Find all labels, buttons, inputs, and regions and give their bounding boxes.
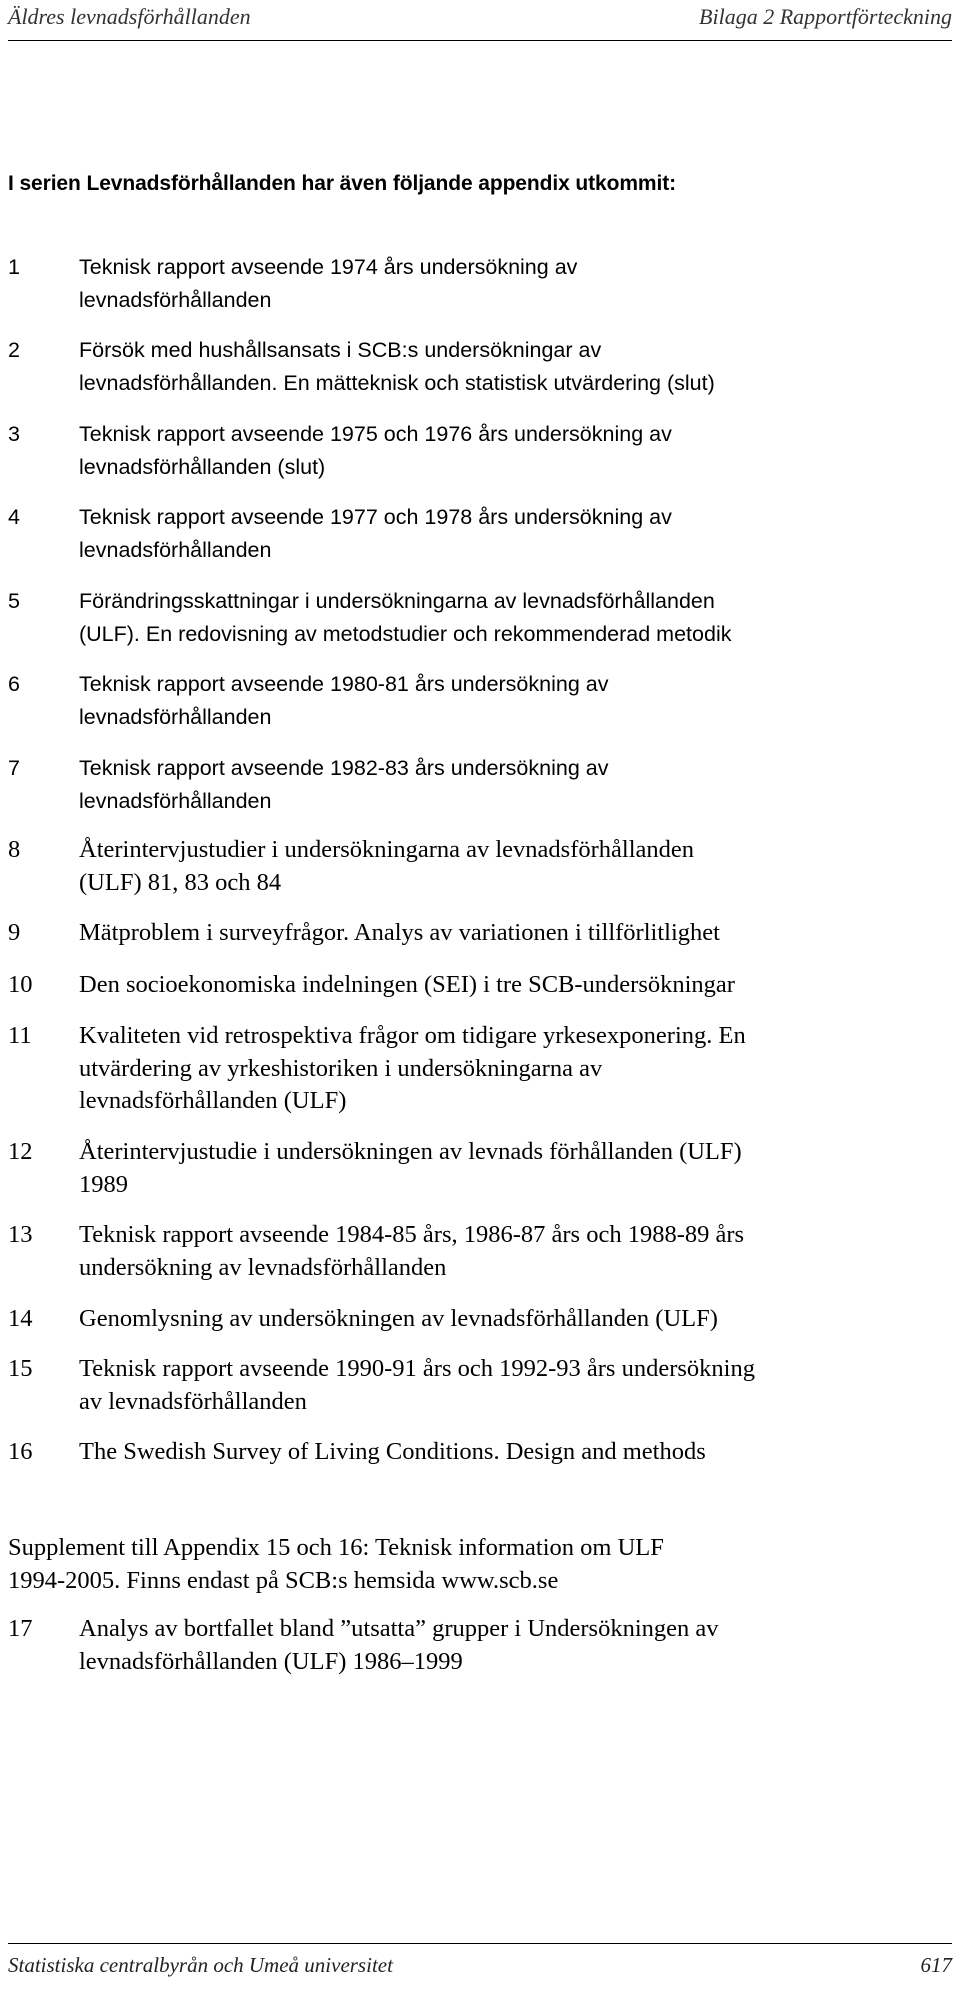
item-number: 11	[8, 1022, 32, 1049]
item-line: Försök med hushållsansats i SCB:s undersökningar av	[79, 338, 602, 362]
item-text	[79, 251, 952, 316]
header-section: Bilaga 2 Rapportförteckning	[699, 4, 952, 29]
list-intro-heading: I serien Levnadsförhållanden har även följande appendix utkommit:	[8, 172, 676, 195]
item-text	[79, 752, 952, 817]
item-text	[79, 1436, 952, 1469]
supplement-note	[8, 1532, 948, 1597]
item-line: Förändringsskattningar i undersökningarna av levnadsförhållanden	[79, 589, 715, 613]
item-line: levnadsförhållanden	[79, 788, 272, 813]
item-line: Återintervjustudier i undersökningarna av levnadsförhållanden	[79, 836, 695, 863]
item-number: 14	[8, 1305, 33, 1332]
item-line: levnadsförhållanden (ULF) 1986–1999	[79, 1647, 463, 1675]
item-text	[79, 418, 952, 483]
item-line: Den socioekonomiska indelningen (SEI) i tre SCB-undersökningar	[79, 971, 735, 998]
item-number: 10	[8, 971, 33, 998]
item-number: 6	[8, 672, 20, 696]
item-text	[79, 1613, 952, 1678]
item-line: (ULF) 81, 83 och 84	[79, 868, 282, 896]
item-number: 1	[8, 255, 20, 279]
item-number: 15	[8, 1355, 33, 1382]
item-text	[79, 1219, 952, 1284]
item-number: 12	[8, 1138, 33, 1165]
item-number: 8	[8, 836, 21, 863]
page-number: 617	[920, 1953, 952, 1977]
header-title: Äldres levnadsförhållanden	[8, 4, 251, 29]
item-text	[79, 969, 952, 1002]
item-line: Kvaliteten vid retrospektiva frågor om tidigare yrkesexponering. En	[79, 1022, 746, 1049]
item-text	[79, 1136, 952, 1201]
item-number: 9	[8, 919, 21, 946]
item-number: 17	[8, 1615, 33, 1642]
item-text	[79, 1353, 952, 1418]
item-number: 7	[8, 756, 20, 780]
item-number: 16	[8, 1438, 33, 1465]
item-line: Analys av bortfallet bland ”utsatta” grupper i Undersökningen av	[79, 1615, 719, 1642]
item-text	[79, 668, 952, 733]
item-number: 3	[8, 422, 20, 446]
item-line: Genomlysning av undersökningen av levnadsförhållanden (ULF)	[79, 1305, 718, 1332]
item-number: 13	[8, 1221, 33, 1248]
item-line: undersökning av levnadsförhållanden	[79, 1253, 447, 1281]
item-line: Teknisk rapport avseende 1984-85 års, 1986-87 års och 1988-89 års	[79, 1221, 745, 1248]
item-line: Teknisk rapport avseende 1974 års undersökning av	[79, 255, 578, 279]
item-text	[79, 917, 952, 950]
item-text	[79, 334, 952, 399]
item-number: 4	[8, 505, 20, 529]
item-line: levnadsförhållanden	[79, 704, 272, 729]
footer-publisher: Statistiska centralbyrån och Umeå universitet	[8, 1953, 393, 1977]
item-text	[79, 1020, 952, 1118]
item-line: (ULF). En redovisning av metodstudier och rekommenderad metodik	[79, 621, 732, 646]
running-header	[8, 4, 952, 34]
item-line: Teknisk rapport avseende 1980-81 års undersökning av	[79, 672, 609, 696]
item-text	[79, 834, 952, 899]
item-text	[79, 501, 952, 566]
item-text	[79, 1303, 952, 1336]
item-line: The Swedish Survey of Living Conditions. Design and methods	[79, 1438, 706, 1465]
item-line: Teknisk rapport avseende 1977 och 1978 års undersökning av	[79, 505, 672, 529]
supplement-line: Supplement till Appendix 15 och 16: Teknisk information om ULF	[8, 1534, 664, 1561]
item-text	[79, 585, 952, 650]
item-line: levnadsförhållanden. En mätteknisk och statistisk utvärdering (slut)	[79, 370, 715, 395]
item-line: Teknisk rapport avseende 1990-91 års och 1992-93 års undersökning	[79, 1355, 755, 1382]
item-line: levnadsförhållanden	[79, 537, 272, 562]
supplement-line: 1994-2005. Finns endast på SCB:s hemsida www.scb.se	[8, 1566, 559, 1594]
footer-divider	[8, 1943, 952, 1944]
item-line: av levnadsförhållanden	[79, 1387, 307, 1415]
item-line: levnadsförhållanden	[79, 287, 272, 312]
item-number: 5	[8, 589, 20, 613]
item-number: 2	[8, 338, 20, 362]
item-line: levnadsförhållanden (slut)	[79, 454, 326, 479]
item-line: utvärdering av yrkeshistoriken i undersökningarna av	[79, 1054, 603, 1082]
item-line: Teknisk rapport avseende 1975 och 1976 års undersökning av	[79, 422, 672, 446]
item-line: Mätproblem i surveyfrågor. Analys av variationen i tillförlitlighet	[79, 919, 720, 946]
item-line: Återintervjustudie i undersökningen av levnads förhållanden (ULF)	[79, 1138, 742, 1165]
item-line: 1989	[79, 1170, 128, 1198]
header-divider	[8, 40, 952, 41]
running-footer	[8, 1953, 952, 1983]
item-line: levnadsförhållanden (ULF)	[79, 1087, 347, 1114]
item-line: Teknisk rapport avseende 1982-83 års undersökning av	[79, 756, 609, 780]
